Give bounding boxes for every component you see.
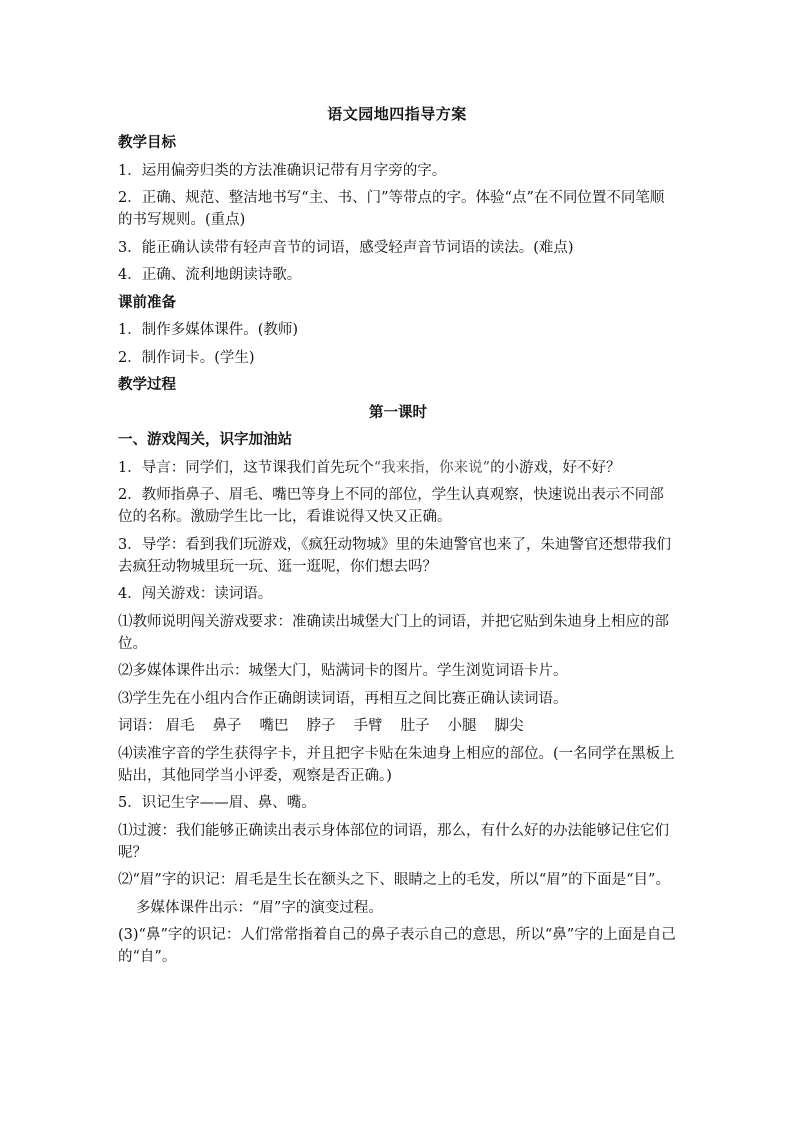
word: 肚子: [400, 718, 430, 734]
intro-text: 1．导言：同学们，这节课我们首先玩个: [118, 459, 374, 476]
section-heading: 一、游戏闯关，识字加油站: [118, 432, 292, 448]
paragraph-intro: [118, 457, 678, 479]
word: 手臂: [353, 718, 383, 734]
preparation-item: 1．制作多媒体课件。(教师): [118, 322, 299, 338]
process-heading: 教学过程: [118, 377, 176, 393]
document-body: [118, 132, 678, 974]
word: 脚尖: [494, 718, 524, 734]
word: 脖子: [306, 718, 336, 734]
word-list: [118, 715, 678, 737]
preparation-heading: 课前准备: [118, 294, 176, 311]
game-name: “我来指，你来说”: [373, 459, 491, 476]
paragraph: ⑵多媒体课件出示：城堡大门，贴满词卡的图片。学生浏览词语卡片。: [118, 663, 568, 679]
word-list-label: 词语：: [118, 718, 162, 734]
paragraph: ⑶学生先在小组内合作正确朗读词语，再相互之间比赛正确认读词语。: [118, 690, 568, 707]
objective-item: 4．正确、流利地朗读诗歌。: [118, 267, 302, 283]
lesson-title: 第一课时: [369, 404, 427, 421]
preparation-item: 2．制作词卡。(学生): [118, 349, 255, 366]
paragraph: 2．教师指鼻子、眉毛、嘴巴等身上不同的部位，学生认真观察，快速说出表示不同部位的名称。激励学生比一比，看谁说得又快又正确。: [118, 487, 664, 525]
paragraph: (3)“鼻”字的识记：人们常常指着自己的鼻子表示自己的意思，所以“鼻”字的上面是自己的“自”。: [118, 927, 676, 965]
paragraph: ⑴教师说明闯关游戏要求：准确读出城堡大门上的词语，并把它贴到朱迪身上相应的部位。: [118, 613, 669, 652]
objective-item: 1．运用偏旁归类的方法准确识记带有月字旁的字。: [118, 162, 447, 179]
word: 嘴巴: [259, 718, 289, 734]
paragraph: 4．闯关游戏：读词语。: [118, 586, 273, 602]
page-title: 语文园地四指导方案: [327, 105, 467, 123]
paragraph: 5．识记生字——眉、鼻、嘴。: [118, 795, 316, 811]
objectives-heading: 教学目标: [118, 135, 176, 151]
paragraph: ⑴过渡：我们能够正确读出表示身体部位的词语，那么，有什么好的办法能够记住它们呢？: [118, 822, 669, 861]
paragraph: 3．导学：看到我们玩游戏，《疯狂动物城》里的朱迪警官也来了，朱迪警官还想带我们去疯狂动物城里玩一玩、逛一逛呢，你们想去吗？: [118, 536, 671, 575]
word: 眉毛: [165, 718, 195, 734]
paragraph: ⑵“眉”字的识记：眉毛是生长在额头之下、眼睛之上的毛发，所以“眉”的下面是“目”。: [118, 872, 670, 888]
objective-item: 2．正确、规范、整洁地书写“主、书、门”等带点的字。体验“点”在不同位置不同笔顺的书写规则。(重点): [118, 190, 665, 228]
word: 小腿: [447, 718, 477, 734]
paragraph: ⑷读准字音的学生获得字卡，并且把字卡贴在朱迪身上相应的部位。(一名同学在黑板上贴出，其他同学当小评委，观察是否正确。): [118, 745, 675, 784]
word: 鼻子: [212, 718, 242, 734]
paragraph: 多媒体课件出示：“眉”字的演变过程。: [136, 899, 383, 916]
intro-text-end: 的小游戏，好不好？: [490, 459, 621, 476]
objective-item: 3．能正确认读带有轻声音节的词语，感受轻声音节词语的读法。(难点): [118, 239, 574, 256]
